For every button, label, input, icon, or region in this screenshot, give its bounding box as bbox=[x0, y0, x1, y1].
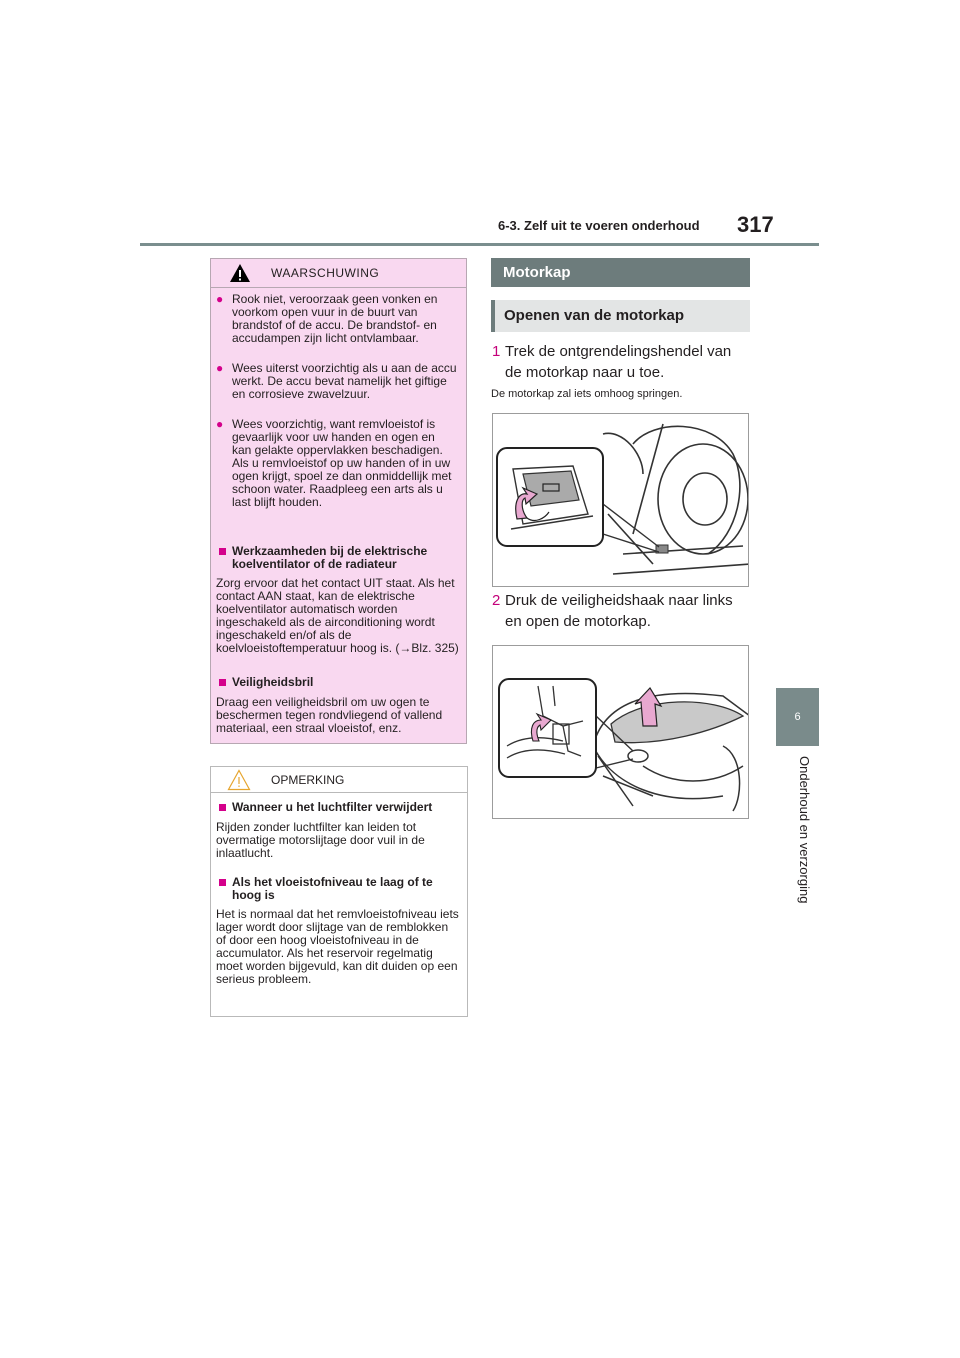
bullet-dot-icon: ● bbox=[216, 361, 224, 375]
square-bullet-icon bbox=[219, 548, 226, 555]
square-bullet-icon bbox=[219, 804, 226, 811]
step-number: 2 bbox=[492, 592, 501, 609]
warning-subtext-1: Zorg ervoor dat het contact UIT staat. Als het contact AAN staat, kan de elektrische koelventilator automatisch worden ingeschakeld als de airconditioning wordt ingeschakeld en/of als de koelvloeistoftemperatuur hoog is. (→Blz. 325) bbox=[216, 576, 459, 655]
hood-release-illustration bbox=[493, 414, 749, 587]
warning-title: WAARSCHUWING bbox=[271, 266, 380, 280]
safety-catch-illustration bbox=[493, 646, 749, 819]
step-2 bbox=[492, 590, 750, 634]
warning-title-bar bbox=[211, 259, 466, 288]
notice-title: OPMERKING bbox=[271, 773, 345, 787]
notice-subtext-1: Rijden zonder luchtfilter kan leiden tot overmatige motorslijtage door vuil in de inlaatlucht. bbox=[216, 820, 425, 860]
page-number: 317 bbox=[737, 212, 774, 237]
chapter-tab[interactable]: 6 bbox=[776, 688, 819, 746]
warning-box: WAARSCHUWING ● Rook niet, veroorzaak geen vonken en voorkom open vuur in de buurt van brandstof of de accu. De brandstof- en accudampen zijn licht ontvlambaar. ● Wees uiterst voorzichtig als u aan de accu werkt. De accu bevat namelijk het giftige en corrosieve zwavelzuur. ● Wees voorzichtig, want remvloeistof is gevaarlijk voor uw handen en ogen en kan gelakte oppervlakken beschadigen. Als u remvloeistof op uw handen of in uw ogen krijgt, spoel ze dan onmiddellijk met schoon water. Raadpleeg een arts als u last blijft houden. Werkzaamheden bij de elektrische koelventilator of de radiateur Zorg ervoor dat het contact UIT staat. Als het contact AAN staat, kan de elektrische koelventilator automatisch worden ingeschakeld als de airconditioning wordt ingeschakeld en/of als de koelvloeistoftemperatuur hoog is. (→Blz. 325) Veiligheidsbril Draag een veiligheidsbril om uw ogen te beschermen tegen rondvliegend of vallend materiaal, een straal vloeistof, enz. bbox=[210, 258, 467, 744]
warning-subtext-2: Draag een veiligheidsbril om uw ogen te beschermen tegen rondvliegend of vallend materiaal, een straal vloeistof, enz. bbox=[216, 695, 443, 735]
header-rule bbox=[140, 243, 819, 246]
section-title: 6-3. Zelf uit te voeren onderhoud bbox=[498, 218, 700, 233]
sub-heading: Openen van de motorkap bbox=[491, 300, 750, 332]
notice-subtext-2: Het is normaal dat het remvloeistofniveau iets lager wordt door slijtage van de remblokken of door een hoog vloeistofniveau in de accumulator. Als het reservoir regelmatig moet worden bijgevuld, kan dit duiden op een serieus probleem. bbox=[216, 907, 459, 986]
chapter-title: Onderhoud en verzorging bbox=[797, 756, 812, 904]
warning-triangle-icon bbox=[229, 263, 251, 283]
step-text: Trek de ontgrendelingshendel van de motorkap naar u toe. bbox=[505, 343, 732, 381]
notice-box: OPMERKING Wanneer u het luchtfilter verwijdert Rijden zonder luchtfilter kan leiden tot overmatige motorslijtage door vuil in de inlaatlucht. Als het vloeistofniveau te laag of te hoog is Het is normaal dat het remvloeistofniveau iets lager wordt door slijtage van de remblokken of door een hoog vloeistofniveau in de accumulator. Als het reservoir regelmatig moet worden bijgevuld, kan dit duiden op een serieus probleem. bbox=[210, 766, 468, 1017]
caution-triangle-icon bbox=[227, 769, 251, 791]
square-bullet-icon bbox=[219, 679, 226, 686]
step-text: Druk de veiligheidshaak naar links en open de motorkap. bbox=[505, 592, 733, 630]
notice-title-bar bbox=[211, 767, 467, 793]
step-number: 1 bbox=[492, 343, 501, 360]
step-1 bbox=[492, 341, 750, 385]
step-1-note: De motorkap zal iets omhoog springen. bbox=[491, 388, 683, 400]
section-heading: Motorkap bbox=[491, 258, 750, 287]
figure-hood-release-lever bbox=[492, 413, 749, 587]
square-bullet-icon bbox=[219, 879, 226, 886]
bullet-dot-icon: ● bbox=[216, 292, 224, 306]
figure-hood-safety-catch bbox=[492, 645, 749, 819]
bullet-dot-icon: ● bbox=[216, 417, 224, 431]
